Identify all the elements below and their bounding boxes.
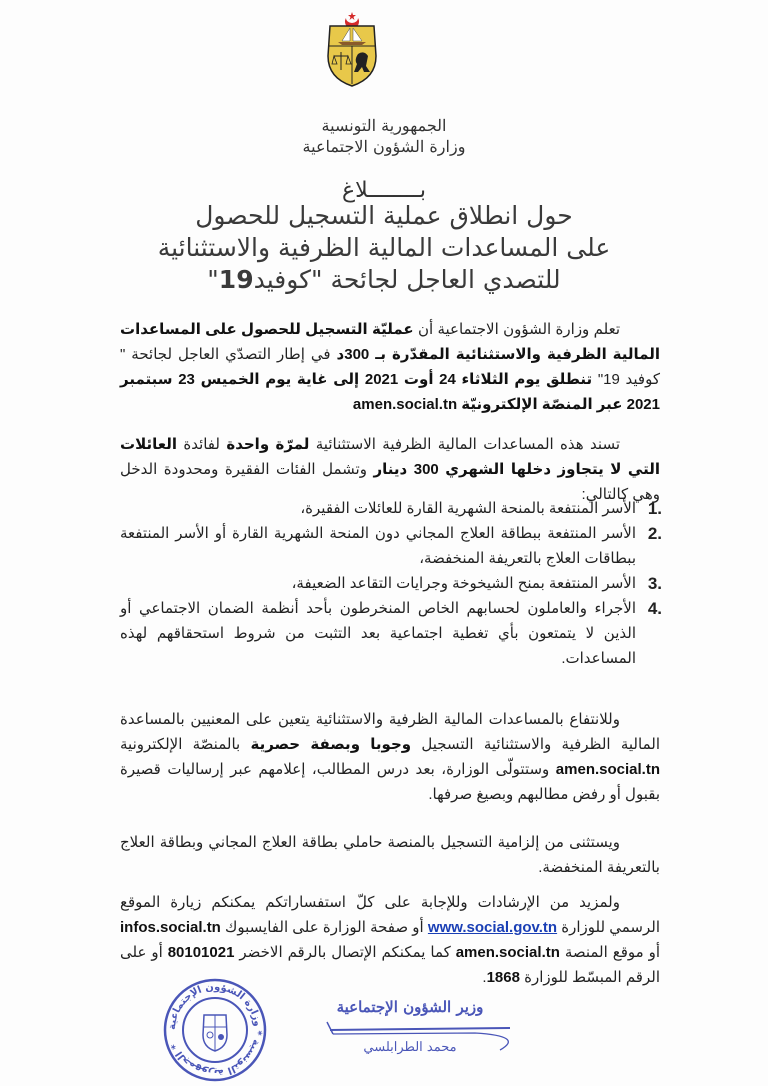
bold-run: وجوبا وبصفة حصرية bbox=[250, 736, 412, 753]
paragraph-procedure bbox=[120, 707, 660, 807]
list-number: 3. bbox=[647, 574, 662, 593]
text-run: في إطار التصدّي العاجل لجائحة " كوفيد 19" bbox=[120, 346, 660, 388]
text-run: أو صفحة الوزارة على الفايسبوك bbox=[220, 919, 428, 936]
country-name: الجمهورية التونسية bbox=[321, 116, 447, 135]
beneficiary-list bbox=[120, 496, 660, 671]
ministry-website-link[interactable]: www.social.gov.tn bbox=[427, 919, 558, 936]
list-item bbox=[120, 571, 662, 596]
text-run: وللانتفاع بالمساعدات المالية الظرفية والاستثنائية يتعين على المعنيين بالمساعدة المالية الظرفية والاستثنائية التسجيل bbox=[120, 711, 660, 753]
paragraph-registration bbox=[120, 317, 660, 417]
list-text: الأسر المنتفعة ببطاقة العلاج المجاني دون المنحة الشهرية القارة أو الأسر المنتفعة ببطاقات العلاج بالتعريفة المنخفضة، bbox=[120, 525, 636, 567]
bold-run-income: العائلات التي لا يتجاوز دخلها الشهري 300 دينار bbox=[120, 436, 661, 478]
list-item bbox=[120, 496, 662, 521]
subject-line-2: على المساعدات المالية الظرفية والاستثنائية bbox=[157, 233, 611, 262]
text-run: أو على الرقم المبسّط للوزارة bbox=[120, 944, 660, 986]
signatory-title: وزير الشؤون الإجتماعية bbox=[336, 998, 484, 1016]
document-title: بــــــــلاغ bbox=[342, 178, 426, 203]
text-run: كما يمكنكم الإتصال بالرقم الاخضر bbox=[234, 944, 456, 961]
subject-line-1: حول انطلاق عملية التسجيل للحصول bbox=[195, 201, 573, 230]
text-run: تسند هذه المساعدات المالية الظرفية الاستثنائية bbox=[309, 436, 621, 453]
signatory-name: محمد الطرابلسي bbox=[363, 1040, 457, 1055]
ministry-name: وزارة الشؤون الاجتماعية bbox=[302, 137, 466, 156]
text-run: تعلم وزارة الشؤون الاجتماعية أن bbox=[413, 321, 620, 338]
platform-url[interactable]: amen.social.tn bbox=[555, 761, 660, 778]
subject-line-3 bbox=[0, 264, 768, 296]
list-text: الأسر المنتفعة بالمنحة الشهرية القارة للعائلات الفقيرة، bbox=[300, 500, 636, 517]
platform-url[interactable]: amen.social.tn bbox=[455, 944, 560, 961]
list-number: 2. bbox=[647, 524, 662, 543]
text-run: لفائدة bbox=[176, 436, 227, 453]
short-number: 1868 bbox=[486, 969, 520, 986]
text-run: وتشمل الفئات الفقيرة ومحدودة الدخل وهي كالتالي: bbox=[120, 461, 660, 503]
list-text: الأجراء والعاملون لحسابهم الخاص المنخرطون بأحد أنظمة الضمان الاجتماعي أو الذين لا يتمتعون بأي تغطية اجتماعية بعد التثبت من شروط استحقاقهم لهذه المساعدات. bbox=[120, 600, 636, 667]
text-run: . bbox=[482, 969, 487, 986]
paragraph-exemption: ويستثنى من إلزامية التسجيل بالمنصة حاملي بطاقة العلاج المجاني وبطاقة العلاج بالتعريفة المنخفضة. bbox=[120, 834, 660, 876]
facebook-page[interactable]: infos.social.tn bbox=[120, 919, 221, 936]
stamp-text: الجمهورية التونسية * وزارة الشؤون الإجتماعية * bbox=[166, 981, 264, 1079]
text-run: وستتولّى الوزارة، بعد درس المطالب، إعلامهم عبر إرساليات قصيرة بقبول أو رفض مطالبهم وبصيغ صرفها. bbox=[120, 761, 660, 803]
list-number: 4. bbox=[647, 599, 662, 618]
bold-run-dates: تنطلق يوم الثلاثاء 24 أوت 2021 إلى غاية يوم الخميس 23 سبتمبر 2021 عبر المنصّة الإلكترونيّة amen.social.tn bbox=[120, 371, 660, 413]
tunisia-coat-of-arms-icon bbox=[322, 8, 382, 88]
bold-run: لمرّة واحدة bbox=[226, 436, 310, 453]
list-item bbox=[120, 596, 662, 671]
text-run: أو موقع المنصة bbox=[559, 944, 660, 961]
text-run: بالمنصّة الإلكترونية bbox=[120, 736, 251, 753]
list-number: 1. bbox=[647, 499, 662, 518]
bold-run: عمليّة التسجيل للحصول على المساعدات المالية الظرفية والاستثنائية المقدّرة بـ 300د bbox=[120, 321, 660, 363]
text-run: ولمزيد من الإرشادات وللإجابة على كلّ استفساراتكم يمكنكم زيارة الموقع الرسمي للوزارة bbox=[120, 894, 661, 936]
official-stamp-icon bbox=[160, 975, 270, 1085]
list-item bbox=[120, 521, 662, 571]
green-number: 80101021 bbox=[167, 944, 235, 961]
list-text: الأسر المنتفعة بمنح الشيخوخة وجرايات التقاعد الضعيفة، bbox=[291, 575, 636, 592]
subject-line-3-prefix: للتصدي العاجل لجائحة "كوفيد bbox=[253, 265, 561, 294]
subject-line-3-number: 19 bbox=[218, 265, 254, 294]
subject-line-3-suffix: " bbox=[207, 265, 219, 294]
